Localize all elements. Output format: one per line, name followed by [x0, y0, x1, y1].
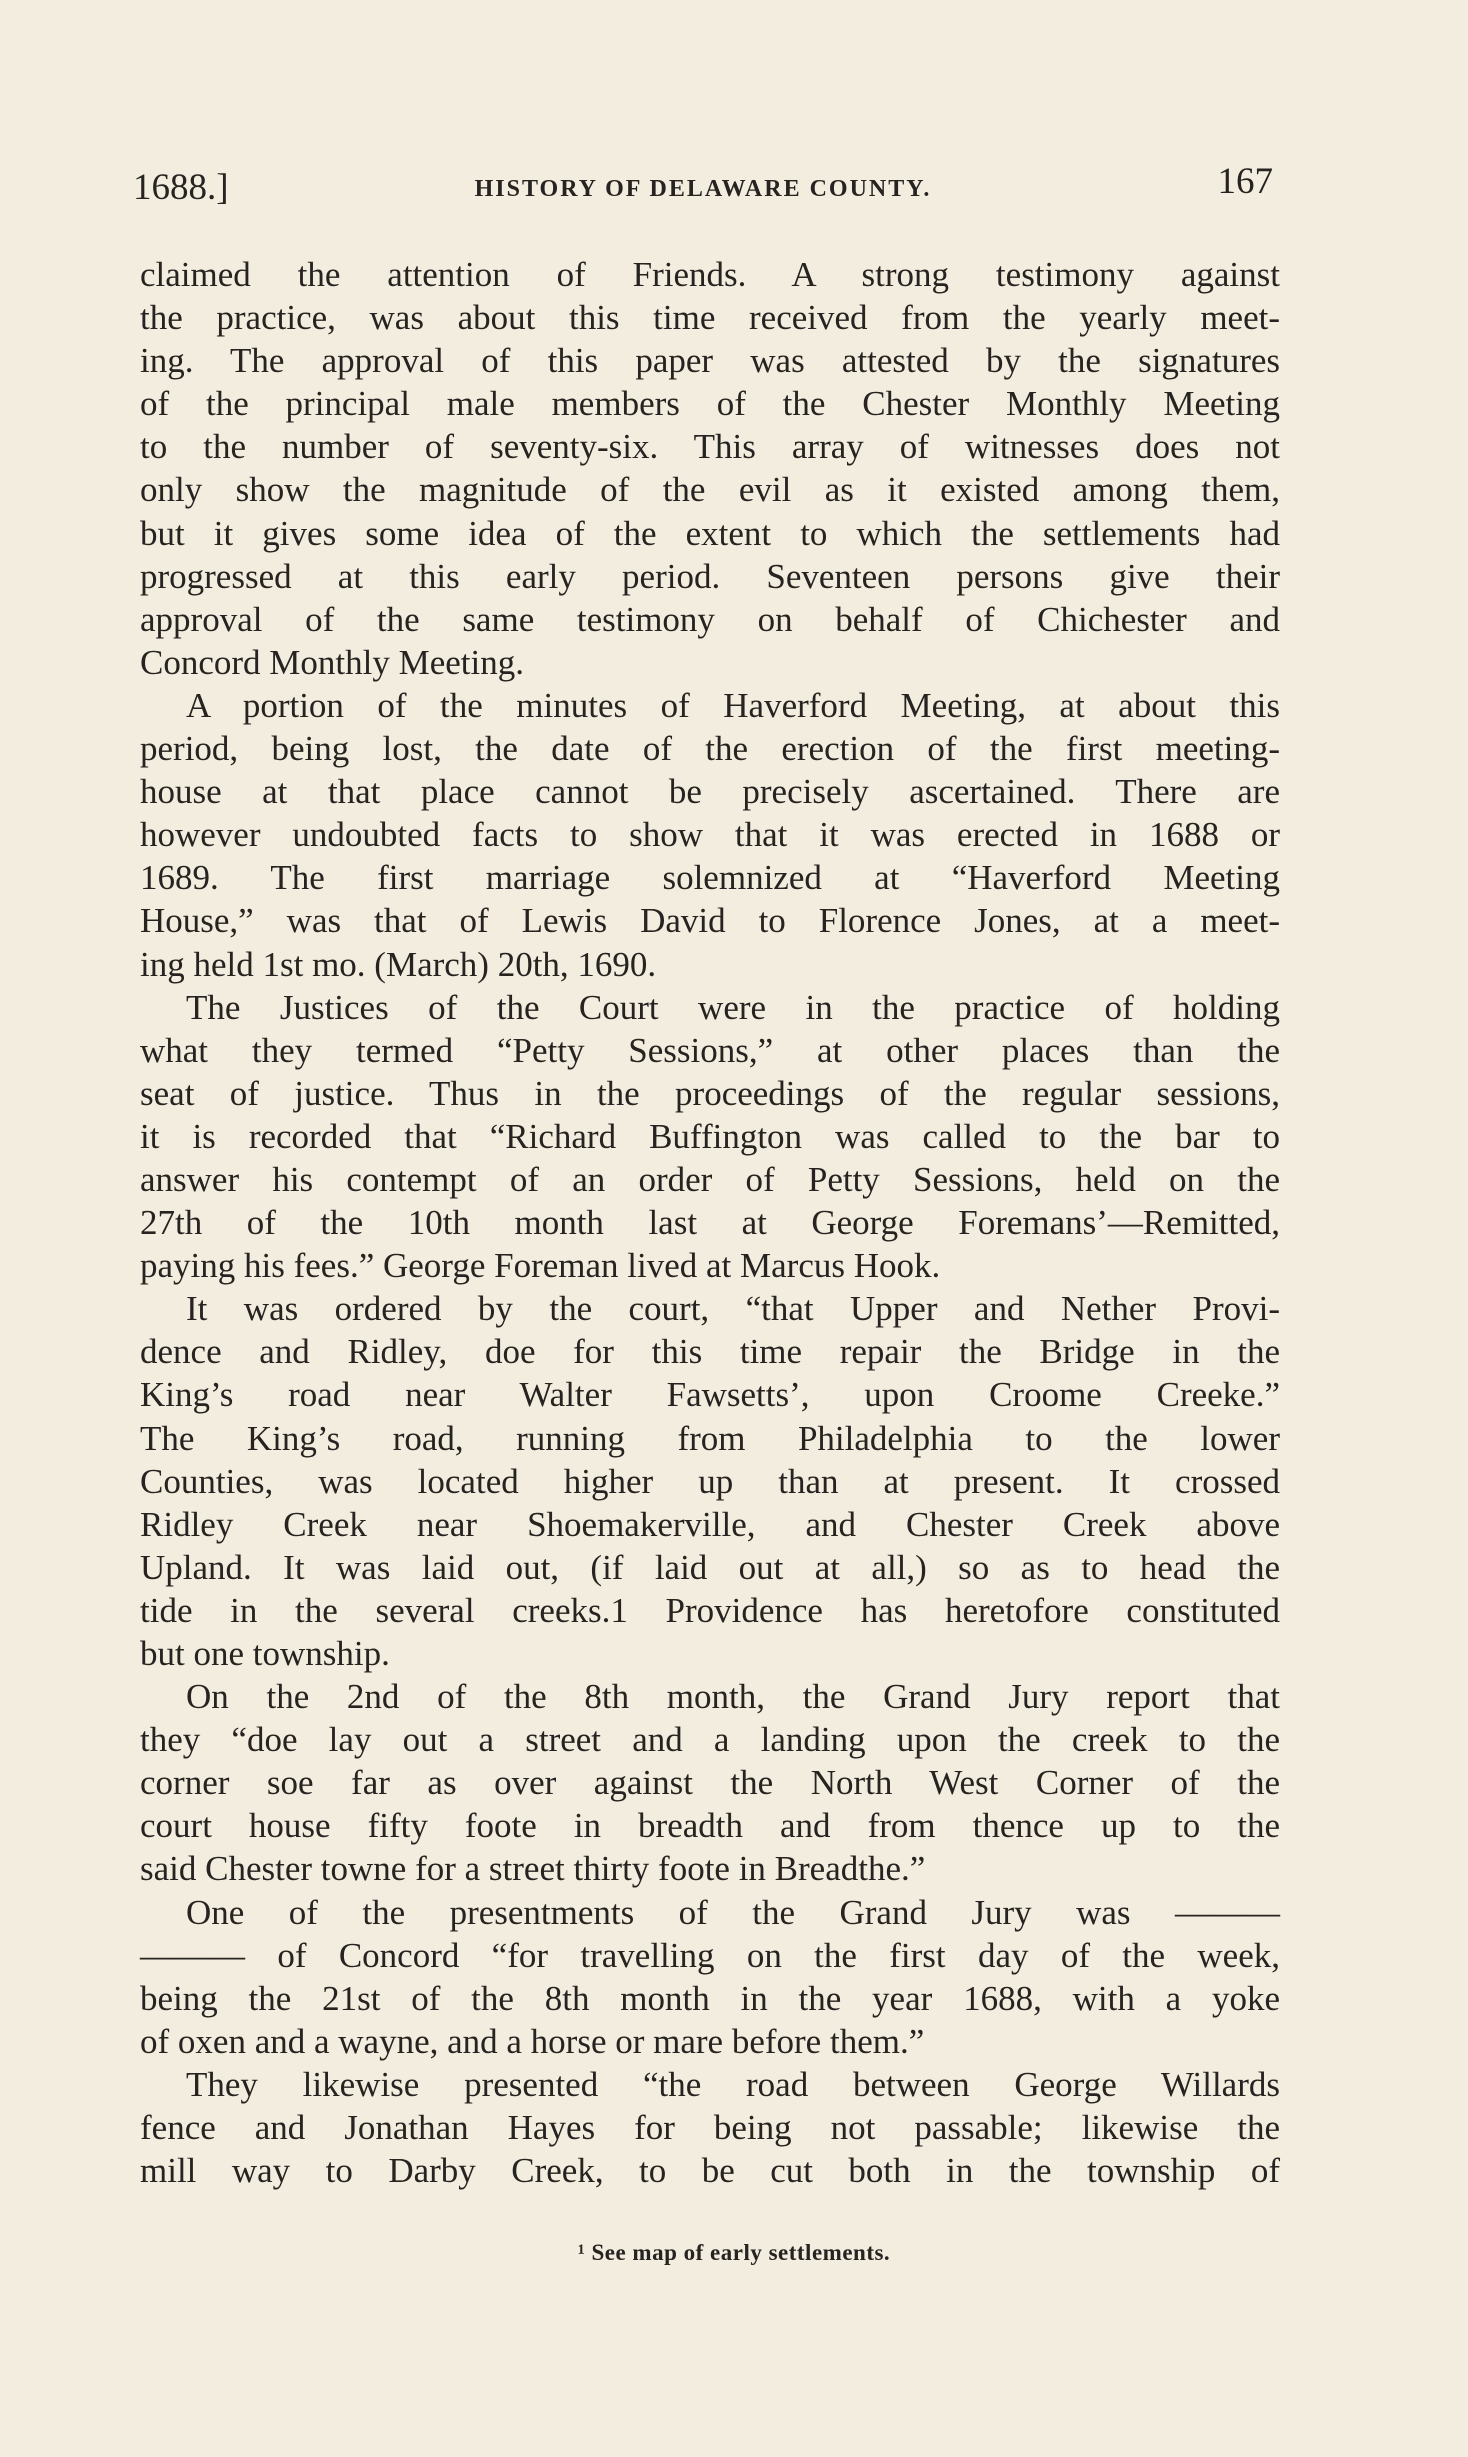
text-line: court house fifty foote in breadth and from thence up to the: [140, 1806, 1280, 1846]
text-line: 27th of the 10th month last at George Foremans’—Remitted,: [140, 1203, 1280, 1243]
page-header: [133, 160, 1273, 220]
text-line: of oxen and a wayne, and a horse or mare before them.”: [140, 2021, 925, 2061]
text-line: of the principal male members of the Chester Monthly Meeting: [140, 384, 1280, 424]
text-line: seat of justice. Thus in the proceedings of the regular sessions,: [140, 1073, 1280, 1113]
header-year: 1688.]: [133, 167, 229, 208]
footnote: ¹ See map of early settlements.: [577, 2240, 891, 2265]
text-line: answer his contempt of an order of Petty Sessions, held on the: [140, 1159, 1280, 1199]
text-line: The King’s road, running from Philadelphia to the lower: [140, 1418, 1280, 1458]
text-line: Ridley Creek near Shoemakerville, and Chester Creek above: [140, 1504, 1280, 1544]
text-line: A portion of the minutes of Haverford Meeting, at about this: [186, 685, 1280, 725]
text-line: house at that place cannot be precisely ascertained. There are: [140, 772, 1280, 812]
text-line: Upland. It was laid out, (if laid out at all,) so as to head the: [140, 1547, 1280, 1587]
text-line: ing held 1st mo. (March) 20th, 1690.: [140, 944, 657, 984]
text-line: mill way to Darby Creek, to be cut both in the township of: [140, 2151, 1280, 2191]
text-line: however undoubted facts to show that it was erected in 1688 or: [140, 815, 1280, 855]
text-line: It was ordered by the court, “that Upper and Nether Provi-: [186, 1289, 1280, 1329]
text-line: only show the magnitude of the evil as it existed among them,: [140, 470, 1280, 510]
text-line: Concord Monthly Meeting.: [140, 642, 524, 682]
text-line: said Chester towne for a street thirty foote in Breadthe.”: [140, 1849, 926, 1889]
text-line: approval of the same testimony on behalf of Chichester and: [140, 599, 1280, 639]
text-line: but it gives some idea of the extent to which the settlements had: [140, 513, 1280, 553]
text-line: tide in the several creeks.1 Providence has heretofore constituted: [140, 1590, 1280, 1630]
text-line: period, being lost, the date of the erection of the first meeting-: [140, 729, 1280, 769]
text-line: being the 21st of the 8th month in the year 1688, with a yoke: [140, 1978, 1280, 2018]
body-text: [140, 253, 1280, 2192]
text-line: On the 2nd of the 8th month, the Grand Jury report that: [186, 1677, 1280, 1717]
text-line: King’s road near Walter Fawsetts’, upon Croome Creeke.”: [140, 1375, 1280, 1415]
text-line: paying his fees.” George Foreman lived at Marcus Hook.: [140, 1246, 941, 1286]
text-line: progressed at this early period. Seventeen persons give their: [140, 556, 1280, 596]
text-line: it is recorded that “Richard Buffington was called to the bar to: [140, 1116, 1280, 1156]
text-line: to the number of seventy-six. This array of witnesses does not: [140, 427, 1280, 467]
page-number: 167: [1217, 161, 1273, 202]
text-line: but one township.: [140, 1634, 390, 1673]
text-line: 1689. The first marriage solemnized at “Haverford Meeting: [140, 858, 1280, 898]
text-line: fence and Jonathan Hayes for being not passable; likewise the: [140, 2108, 1280, 2148]
running-title: HISTORY OF DELAWARE COUNTY.: [474, 176, 932, 202]
text-line: what they termed “Petty Sessions,” at other places than the: [140, 1030, 1280, 1070]
text-line: they “doe lay out a street and a landing upon the creek to the: [140, 1720, 1280, 1760]
text-line: ing. The approval of this paper was attested by the signatures: [140, 341, 1280, 381]
text-line: claimed the attention of Friends. A strong testimony against: [140, 255, 1280, 294]
text-line: House,” was that of Lewis David to Florence Jones, at a meet-: [140, 901, 1280, 941]
text-line: ——— of Concord “for travelling on the first day of the week,: [140, 1935, 1280, 1975]
text-line: One of the presentments of the Grand Jury was ———: [186, 1892, 1280, 1932]
text-line: The Justices of the Court were in the practice of holding: [186, 987, 1280, 1027]
text-line: Counties, was located higher up than at present. It crossed: [140, 1461, 1280, 1501]
text-line: the practice, was about this time received from the yearly meet-: [140, 298, 1280, 338]
text-line: They likewise presented “the road between George Willards: [186, 2064, 1280, 2104]
text-line: dence and Ridley, doe for this time repair the Bridge in the: [140, 1332, 1280, 1372]
text-line: corner soe far as over against the North West Corner of the: [140, 1763, 1280, 1803]
